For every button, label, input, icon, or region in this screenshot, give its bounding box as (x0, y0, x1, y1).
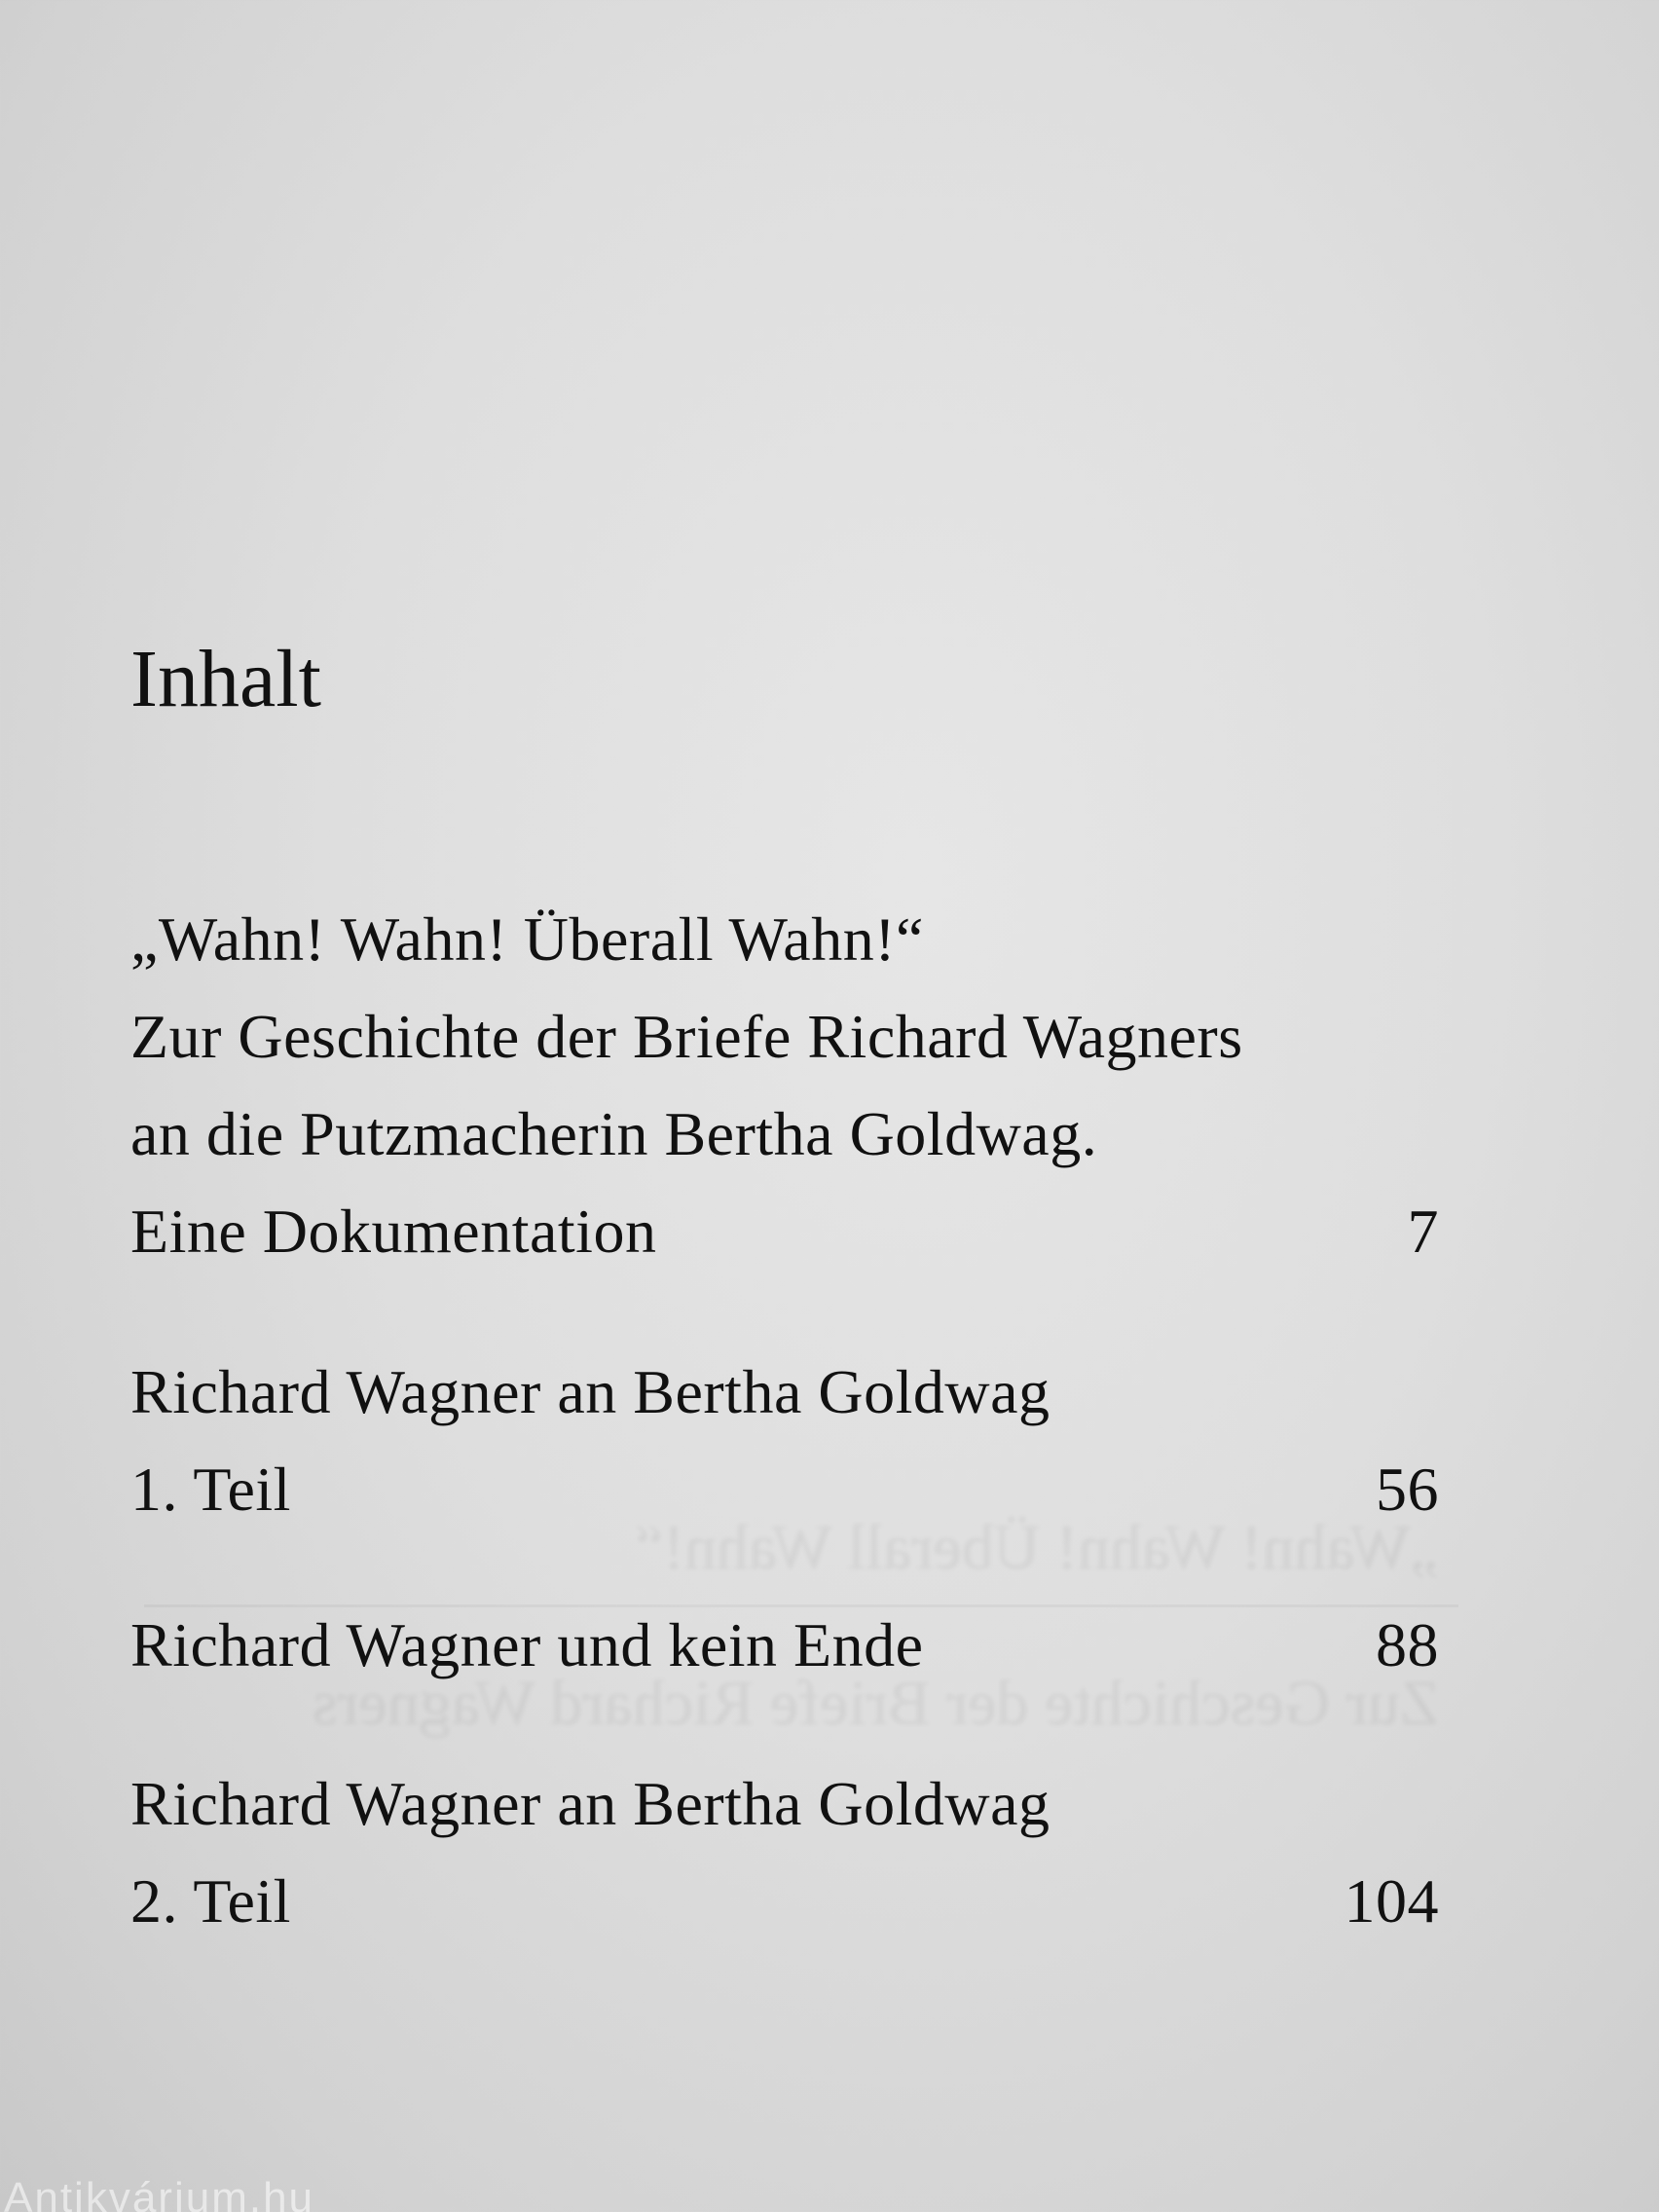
toc-entry-line: Richard Wagner an Bertha Goldwag (130, 1357, 1051, 1426)
page-number: 88 (1376, 1610, 1439, 1679)
show-through-text: Zur Geschichte der Briefe Richard Wagners (312, 1668, 1439, 1739)
toc-entry-line: 2. Teil (130, 1866, 291, 1936)
page-title: Inhalt (130, 634, 321, 724)
toc-entry-last-line (130, 1183, 1439, 1280)
toc-entry (130, 1597, 1439, 1694)
toc-entry-last-line (130, 1853, 1439, 1950)
toc-entry-line: an die Putzmacherin Bertha Goldwag. (130, 1099, 1098, 1168)
toc-entry (130, 891, 1439, 1280)
show-through-text: „Wahn! Wahn! Überall Wahn!“ (634, 1512, 1439, 1583)
toc-entry-line: Richard Wagner und kein Ende (130, 1610, 924, 1679)
page-number: 7 (1407, 1197, 1439, 1266)
toc-entry-last-line (130, 1441, 1439, 1538)
toc-entry (130, 1755, 1439, 1950)
toc-entry-line: 1. Teil (130, 1455, 291, 1524)
toc-entry-line: „Wahn! Wahn! Überall Wahn!“ (130, 904, 924, 974)
page-number: 56 (1376, 1455, 1439, 1524)
toc-entry-line: Eine Dokumentation (130, 1197, 657, 1266)
toc-entry-line: Richard Wagner an Bertha Goldwag (130, 1769, 1051, 1838)
watermark: Antikvárium.hu (4, 2174, 315, 2212)
toc-entry-line: Zur Geschichte der Briefe Richard Wagners (130, 1002, 1243, 1071)
page-number: 104 (1344, 1866, 1439, 1936)
toc-entry-last-line (130, 1597, 1439, 1694)
toc-entry (130, 1344, 1439, 1538)
